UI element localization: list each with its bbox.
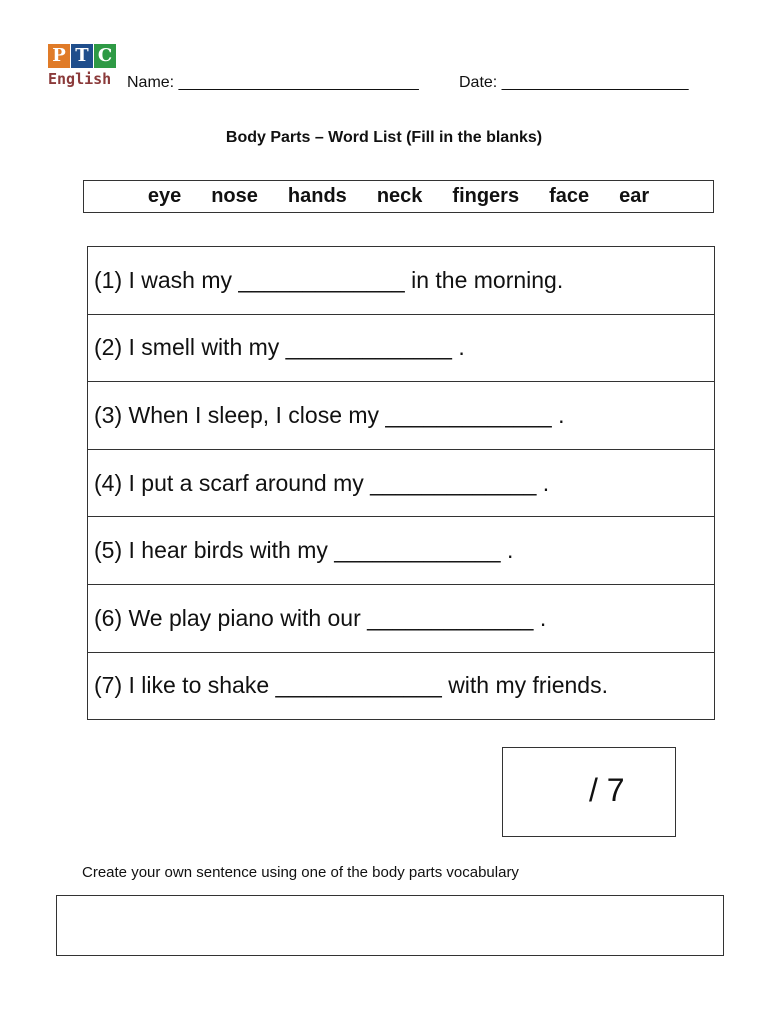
logo-subtitle: English <box>48 70 112 88</box>
own-sentence-box[interactable] <box>56 895 724 956</box>
word-list-box <box>83 180 714 213</box>
word-item: face <box>549 185 590 207</box>
date-field[interactable]: Date: _____________________ <box>459 74 689 91</box>
logo-letter-c: C <box>94 44 116 68</box>
logo-letter-t: T <box>71 44 93 68</box>
word-item: neck <box>376 185 423 207</box>
name-field[interactable]: Name: ___________________________ <box>127 74 419 91</box>
sentence-row[interactable]: (7) I like to shake _____________ with my friends. <box>94 672 608 699</box>
word-item: eye <box>147 185 182 207</box>
word-item: nose <box>211 185 258 207</box>
sentence-row[interactable]: (3) When I sleep, I close my _____________ . <box>88 382 714 450</box>
sentence-row[interactable]: (4) I put a scarf around my _____________ . <box>88 450 714 518</box>
worksheet-title: Body Parts – Word List (Fill in the blanks) <box>225 129 543 146</box>
instruction-text: Create your own sentence using one of the body parts vocabulary <box>82 864 519 881</box>
word-item: fingers <box>452 185 520 207</box>
word-item: ear <box>619 185 650 207</box>
logo-letter-p: P <box>48 44 70 68</box>
sentence-row[interactable]: (5) I hear birds with my _____________ . <box>88 517 714 585</box>
score-total: / 7 <box>589 772 625 808</box>
score-box <box>502 747 676 837</box>
sentence-table <box>87 246 715 720</box>
sentence-row[interactable]: (2) I smell with my _____________ . <box>88 315 714 383</box>
sentence-row[interactable]: (6) We play piano with our _____________ . <box>88 585 714 653</box>
word-item: hands <box>287 185 347 207</box>
sentence-row[interactable]: (1) I wash my _____________ in the morning. <box>88 247 714 315</box>
ptc-english-logo <box>48 44 120 92</box>
